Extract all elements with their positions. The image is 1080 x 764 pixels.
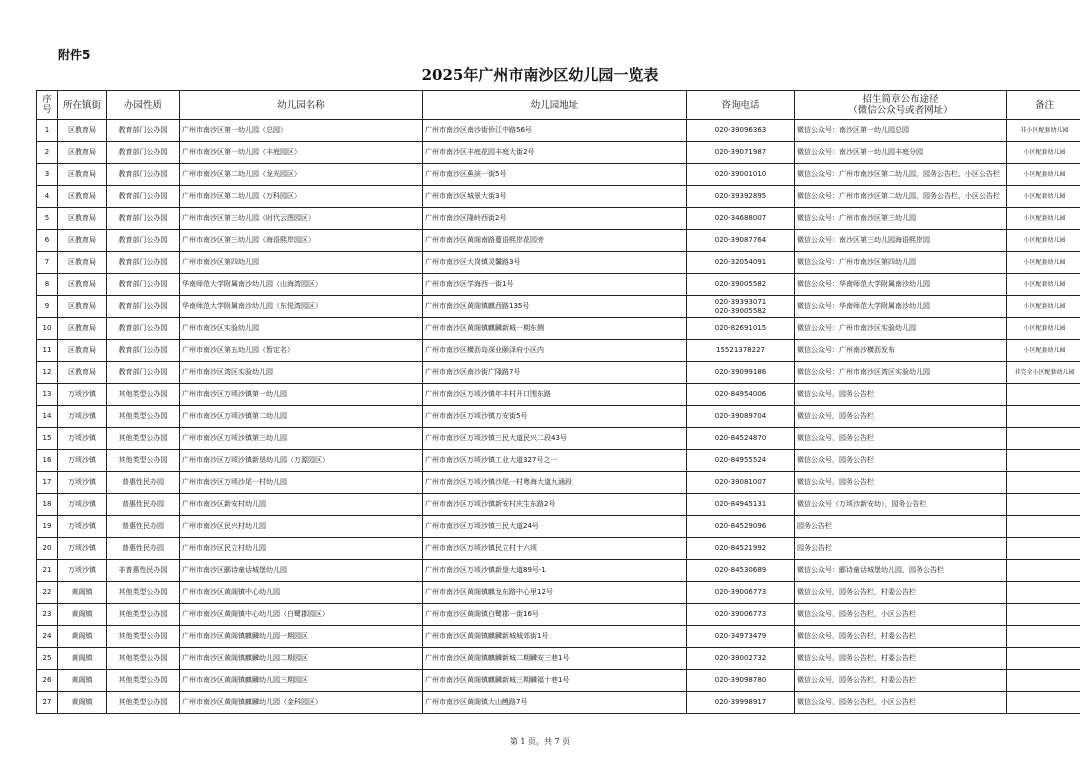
table-row — [37, 692, 1080, 714]
cell-address: 广州市南沙区黄阁镇麒西路135号 — [423, 296, 687, 318]
cell-channel: 微信公众号：华南师范大学附属南沙幼儿园 — [795, 296, 1007, 318]
cell-name: 广州市南沙区第五幼儿园（暂定名） — [180, 340, 423, 362]
cell-address: 广州市南沙区学海西一街1号 — [423, 274, 687, 296]
cell-nature: 教育部门公办园 — [107, 120, 180, 142]
header-channel-line1: 招生简章公布途径 — [862, 94, 939, 105]
cell-phone: 020-39098780 — [687, 670, 795, 692]
cell-channel: 微信公众号：南沙区第一幼儿园丰庭分园 — [795, 142, 1007, 164]
header-name: 幼儿园名称 — [180, 91, 423, 120]
cell-phone: 020-39392895 — [687, 186, 795, 208]
cell-address: 广州市南沙区万顷沙镇三民大道24号 — [423, 516, 687, 538]
cell-channel: 微信公众号：郦诗童话城堡幼儿园，园务公告栏 — [795, 560, 1007, 582]
cell-address: 广州市南沙区黄阁镇麒麟新城三期麟福十巷1号 — [423, 670, 687, 692]
cell-address: 广州市南沙区黄阁南路蔓语熙岸花园旁 — [423, 230, 687, 252]
cell-remark — [1007, 648, 1080, 670]
cell-remark — [1007, 538, 1080, 560]
cell-address: 广州市南沙区南沙街侨江中路56号 — [423, 120, 687, 142]
cell-address: 广州市南沙区万顷沙镇沙尾一村粤海大道九涌段 — [423, 472, 687, 494]
cell-name: 广州市南沙区实验幼儿园 — [180, 318, 423, 340]
cell-street: 区教育局 — [58, 318, 107, 340]
table-row — [37, 208, 1080, 230]
cell-street: 区教育局 — [58, 362, 107, 384]
cell-phone: 020-39081007 — [687, 472, 795, 494]
cell-remark: 非小区配套幼儿园 — [1007, 120, 1080, 142]
cell-name: 广州市南沙区第一幼儿园（总园） — [180, 120, 423, 142]
cell-address: 广州市南沙区黄阁镇麒麟新城二期麟安三巷1号 — [423, 648, 687, 670]
header-nature: 办园性质 — [107, 91, 180, 120]
table-row — [37, 274, 1080, 296]
cell-phone: 020-39393071 020-39005582 — [687, 296, 795, 318]
cell-phone: 020-39002732 — [687, 648, 795, 670]
cell-name: 广州市南沙区民兴村幼儿园 — [180, 516, 423, 538]
cell-name: 广州市南沙区第三幼儿园（时代云图园区） — [180, 208, 423, 230]
cell-nature: 教育部门公办园 — [107, 252, 180, 274]
cell-seq: 27 — [37, 692, 58, 714]
cell-seq: 2 — [37, 142, 58, 164]
cell-street: 区教育局 — [58, 164, 107, 186]
table-row — [37, 626, 1080, 648]
cell-street: 万顷沙镇 — [58, 494, 107, 516]
cell-seq: 13 — [37, 384, 58, 406]
table-row — [37, 186, 1080, 208]
cell-phone: 020-34688007 — [687, 208, 795, 230]
cell-seq: 5 — [37, 208, 58, 230]
cell-phone: 020-84954006 — [687, 384, 795, 406]
cell-name: 广州市南沙区黄阁镇中心幼儿园 — [180, 582, 423, 604]
cell-street: 万顷沙镇 — [58, 538, 107, 560]
table-row — [37, 582, 1080, 604]
cell-name: 广州市南沙区第二幼儿园（龙光园区） — [180, 164, 423, 186]
cell-channel: 微信公众号，园务公告栏，村委公告栏 — [795, 670, 1007, 692]
cell-channel: 微信公众号，园务公告栏，小区公告栏 — [795, 604, 1007, 626]
cell-seq: 7 — [37, 252, 58, 274]
page-footer: 第 1 页，共 7 页 — [509, 737, 571, 746]
table-row — [37, 384, 1080, 406]
cell-street: 黄阁镇 — [58, 648, 107, 670]
cell-phone: 020-39001010 — [687, 164, 795, 186]
cell-channel: 微信公众号：华南师范大学附属南沙幼儿园 — [795, 274, 1007, 296]
cell-street: 区教育局 — [58, 186, 107, 208]
cell-name: 广州市南沙区黄阁镇麒麟幼儿园三期园区 — [180, 670, 423, 692]
cell-address: 广州市南沙区万顷沙镇新安村庆生东路2号 — [423, 494, 687, 516]
cell-seq: 22 — [37, 582, 58, 604]
cell-remark: 小区配套幼儿园 — [1007, 230, 1080, 252]
cell-seq: 6 — [37, 230, 58, 252]
cell-street: 区教育局 — [58, 296, 107, 318]
cell-nature: 其他类型公办园 — [107, 604, 180, 626]
cell-remark — [1007, 472, 1080, 494]
kindergarten-table — [36, 90, 1080, 714]
cell-nature: 其他类型公办园 — [107, 670, 180, 692]
cell-name: 广州市南沙区第二幼儿园（万科园区） — [180, 186, 423, 208]
cell-phone: 020-32054091 — [687, 252, 795, 274]
cell-channel: 微信公众号，园务公告栏，小区公告栏 — [795, 692, 1007, 714]
cell-phone: 020-84945131 — [687, 494, 795, 516]
cell-address: 广州市南沙区横沥岛深业颐泽府小区内 — [423, 340, 687, 362]
cell-name: 广州市南沙区郦诗童话城堡幼儿园 — [180, 560, 423, 582]
cell-nature: 其他类型公办园 — [107, 428, 180, 450]
cell-name: 广州市南沙区万顷沙镇第二幼儿园 — [180, 406, 423, 428]
table-row — [37, 648, 1080, 670]
table-row — [37, 230, 1080, 252]
cell-street: 万顷沙镇 — [58, 516, 107, 538]
cell-remark: 非完全小区配套幼儿园 — [1007, 362, 1080, 384]
table-row — [37, 428, 1080, 450]
cell-address: 广州市南沙区万顷沙镇三民大道民兴二段43号 — [423, 428, 687, 450]
cell-seq: 19 — [37, 516, 58, 538]
cell-seq: 26 — [37, 670, 58, 692]
cell-name: 广州市南沙区第三幼儿园（海语熙岸园区） — [180, 230, 423, 252]
cell-channel: 微信公众号，园务公告栏，村委公告栏 — [795, 648, 1007, 670]
cell-name: 华南师范大学附属南沙幼儿园（东悦湾园区） — [180, 296, 423, 318]
table-row — [37, 538, 1080, 560]
table-row — [37, 296, 1080, 318]
cell-street: 区教育局 — [58, 252, 107, 274]
cell-remark: 小区配套幼儿园 — [1007, 186, 1080, 208]
table-row — [37, 164, 1080, 186]
table-row — [37, 318, 1080, 340]
cell-address: 广州市南沙区黄阁镇麒麟新城一期东侧 — [423, 318, 687, 340]
cell-phone: 020-39998917 — [687, 692, 795, 714]
cell-channel: 微信公众号：广州市南沙区第三幼儿园 — [795, 208, 1007, 230]
attachment-label: 附件5 — [58, 48, 91, 62]
cell-phone: 020-84529096 — [687, 516, 795, 538]
cell-phone: 020-39006773 — [687, 604, 795, 626]
cell-channel: 微信公众号：广州市南沙区第二幼儿园，园务公告栏，小区公告栏 — [795, 164, 1007, 186]
table-row — [37, 494, 1080, 516]
table-row — [37, 450, 1080, 472]
cell-nature: 教育部门公办园 — [107, 340, 180, 362]
cell-name: 广州市南沙区万顷沙镇新垦幼儿园（万源园区） — [180, 450, 423, 472]
header-street: 所在镇街 — [58, 91, 107, 120]
cell-name: 广州市南沙区民立村幼儿园 — [180, 538, 423, 560]
cell-nature: 其他类型公办园 — [107, 450, 180, 472]
cell-seq: 4 — [37, 186, 58, 208]
cell-nature: 教育部门公办园 — [107, 296, 180, 318]
cell-seq: 8 — [37, 274, 58, 296]
cell-channel: 园务公告栏 — [795, 538, 1007, 560]
cell-nature: 教育部门公办园 — [107, 230, 180, 252]
cell-phone: 020-39089704 — [687, 406, 795, 428]
cell-address: 广州市南沙区大岗镇灵馨路3号 — [423, 252, 687, 274]
cell-name: 广州市南沙区万顷沙镇第一幼儿园 — [180, 384, 423, 406]
cell-nature: 其他类型公办园 — [107, 384, 180, 406]
header-remark: 备注 — [1007, 91, 1080, 120]
cell-nature: 教育部门公办园 — [107, 318, 180, 340]
cell-street: 黄阁镇 — [58, 692, 107, 714]
cell-phone: 020-39096363 — [687, 120, 795, 142]
cell-nature: 普惠性民办园 — [107, 494, 180, 516]
cell-seq: 23 — [37, 604, 58, 626]
cell-address: 广州市南沙区万顷沙镇民立村十六顷 — [423, 538, 687, 560]
cell-street: 区教育局 — [58, 142, 107, 164]
table-body — [37, 120, 1080, 714]
cell-remark — [1007, 626, 1080, 648]
cell-channel: 微信公众号，园务公告栏 — [795, 428, 1007, 450]
cell-seq: 3 — [37, 164, 58, 186]
cell-remark: 小区配套幼儿园 — [1007, 252, 1080, 274]
cell-name: 广州市南沙区第四幼儿园 — [180, 252, 423, 274]
cell-nature: 其他类型公办园 — [107, 648, 180, 670]
cell-remark — [1007, 692, 1080, 714]
cell-remark — [1007, 582, 1080, 604]
cell-name: 广州市南沙区万顷沙尾一村幼儿园 — [180, 472, 423, 494]
cell-phone: 020-34973479 — [687, 626, 795, 648]
table-row — [37, 516, 1080, 538]
cell-name: 广州市南沙区黄阁镇中心幼儿园（白鹭郡园区） — [180, 604, 423, 626]
cell-channel: 微信公众号，园务公告栏，村委公告栏 — [795, 582, 1007, 604]
cell-seq: 9 — [37, 296, 58, 318]
cell-channel: 微信公众号，园务公告栏 — [795, 384, 1007, 406]
cell-street: 区教育局 — [58, 120, 107, 142]
cell-name: 广州市南沙区黄阁镇麒麟幼儿园（金科园区） — [180, 692, 423, 714]
cell-remark — [1007, 516, 1080, 538]
cell-channel: 微信公众号，园务公告栏 — [795, 472, 1007, 494]
cell-seq: 12 — [37, 362, 58, 384]
cell-street: 万顷沙镇 — [58, 560, 107, 582]
cell-channel: 微信公众号：南沙区第三幼儿园海语熙岸园 — [795, 230, 1007, 252]
cell-nature: 教育部门公办园 — [107, 142, 180, 164]
cell-seq: 25 — [37, 648, 58, 670]
table-row — [37, 604, 1080, 626]
cell-nature: 教育部门公办园 — [107, 362, 180, 384]
cell-nature: 其他类型公办园 — [107, 626, 180, 648]
cell-phone: 020-84530689 — [687, 560, 795, 582]
cell-phone: 020-39005582 — [687, 274, 795, 296]
table-row — [37, 120, 1080, 142]
cell-remark — [1007, 450, 1080, 472]
cell-nature: 教育部门公办园 — [107, 186, 180, 208]
cell-channel: 微信公众号：南沙区第一幼儿园总园 — [795, 120, 1007, 142]
table-row — [37, 670, 1080, 692]
cell-nature: 普惠性民办园 — [107, 516, 180, 538]
cell-nature: 普惠性民办园 — [107, 472, 180, 494]
cell-street: 区教育局 — [58, 274, 107, 296]
cell-channel: 微信公众号：广州市南沙区第二幼儿园，园务公告栏，小区公告栏 — [795, 186, 1007, 208]
cell-nature: 非普惠性民办园 — [107, 560, 180, 582]
cell-remark: 小区配套幼儿园 — [1007, 142, 1080, 164]
cell-seq: 15 — [37, 428, 58, 450]
cell-nature: 其他类型公办园 — [107, 406, 180, 428]
cell-name: 广州市南沙区新安村幼儿园 — [180, 494, 423, 516]
header-channel — [795, 91, 1007, 120]
cell-phone: 020-39099186 — [687, 362, 795, 384]
cell-phone: 15521378227 — [687, 340, 795, 362]
cell-nature: 教育部门公办园 — [107, 164, 180, 186]
cell-remark: 小区配套幼儿园 — [1007, 340, 1080, 362]
table-row — [37, 472, 1080, 494]
cell-nature: 其他类型公办园 — [107, 692, 180, 714]
cell-street: 区教育局 — [58, 208, 107, 230]
table-header-row — [37, 91, 1080, 120]
cell-address: 广州市南沙区黄阁镇麒龙东路中心里12号 — [423, 582, 687, 604]
cell-street: 黄阁镇 — [58, 604, 107, 626]
cell-remark: 小区配套幼儿园 — [1007, 208, 1080, 230]
cell-channel: 微信公众号：广州南沙横沥发布 — [795, 340, 1007, 362]
cell-address: 广州市南沙区万顷沙镇新垦大道89号-1 — [423, 560, 687, 582]
cell-name: 广州市南沙区黄阁镇麒麟幼儿园二期园区 — [180, 648, 423, 670]
cell-remark: 小区配套幼儿园 — [1007, 318, 1080, 340]
cell-channel: 微信公众号：广州市南沙区实验幼儿园 — [795, 318, 1007, 340]
cell-street: 万顷沙镇 — [58, 428, 107, 450]
cell-address: 广州市南沙区万顷沙镇年丰村开口围东路 — [423, 384, 687, 406]
cell-phone: 020-84524870 — [687, 428, 795, 450]
cell-remark: 小区配套幼儿园 — [1007, 164, 1080, 186]
cell-street: 黄阁镇 — [58, 626, 107, 648]
cell-remark — [1007, 494, 1080, 516]
cell-remark: 小区配套幼儿园 — [1007, 274, 1080, 296]
cell-name: 广州市南沙区湾区实验幼儿园 — [180, 362, 423, 384]
cell-seq: 14 — [37, 406, 58, 428]
cell-street: 万顷沙镇 — [58, 406, 107, 428]
cell-seq: 1 — [37, 120, 58, 142]
cell-phone: 020-39087764 — [687, 230, 795, 252]
cell-phone: 020-84521992 — [687, 538, 795, 560]
cell-street: 区教育局 — [58, 230, 107, 252]
cell-remark — [1007, 560, 1080, 582]
cell-phone: 020-84955524 — [687, 450, 795, 472]
cell-phone: 020-39006773 — [687, 582, 795, 604]
cell-seq: 10 — [37, 318, 58, 340]
cell-nature: 教育部门公办园 — [107, 208, 180, 230]
cell-phone: 020-39071987 — [687, 142, 795, 164]
cell-remark — [1007, 406, 1080, 428]
cell-name: 华南师范大学附属南沙幼儿园（山海湾园区） — [180, 274, 423, 296]
cell-seq: 16 — [37, 450, 58, 472]
cell-seq: 21 — [37, 560, 58, 582]
cell-address: 广州市南沙区丰庭花园丰庭大街2号 — [423, 142, 687, 164]
cell-address: 广州市南沙区黄阁镇麒麟新城城郊街1号 — [423, 626, 687, 648]
cell-remark — [1007, 604, 1080, 626]
cell-seq: 18 — [37, 494, 58, 516]
cell-name: 广州市南沙区黄阁镇麒麟幼儿园一期园区 — [180, 626, 423, 648]
cell-address: 广州市南沙区万顷沙镇万安街5号 — [423, 406, 687, 428]
cell-address: 广州市南沙区城景大街3号 — [423, 186, 687, 208]
cell-address: 广州市南沙区南沙街广隆路7号 — [423, 362, 687, 384]
cell-street: 黄阁镇 — [58, 670, 107, 692]
cell-seq: 20 — [37, 538, 58, 560]
cell-channel: 园务公告栏 — [795, 516, 1007, 538]
cell-seq: 17 — [37, 472, 58, 494]
table-row — [37, 406, 1080, 428]
cell-street: 黄阁镇 — [58, 582, 107, 604]
cell-nature: 教育部门公办园 — [107, 274, 180, 296]
cell-street: 万顷沙镇 — [58, 384, 107, 406]
cell-nature: 其他类型公办园 — [107, 582, 180, 604]
cell-address: 广州市南沙区万顷沙镇工业大道327号之一 — [423, 450, 687, 472]
header-address: 幼儿园地址 — [423, 91, 687, 120]
cell-remark — [1007, 384, 1080, 406]
cell-address: 广州市南沙区黄阁镇大山乸路7号 — [423, 692, 687, 714]
cell-name: 广州市南沙区第一幼儿园（丰庭园区） — [180, 142, 423, 164]
table-row — [37, 340, 1080, 362]
document-title: 2025年广州市南沙区幼儿园一览表 — [421, 66, 659, 84]
cell-channel: 微信公众号：广州市南沙区第四幼儿园 — [795, 252, 1007, 274]
cell-nature: 普惠性民办园 — [107, 538, 180, 560]
table-row — [37, 142, 1080, 164]
cell-address: 广州市南沙区蕉滨一街5号 — [423, 164, 687, 186]
cell-phone: 020-82691015 — [687, 318, 795, 340]
cell-seq: 11 — [37, 340, 58, 362]
header-seq: 序号 — [37, 91, 58, 120]
cell-channel: 微信公众号，园务公告栏，村委公告栏 — [795, 626, 1007, 648]
table-row — [37, 362, 1080, 384]
cell-channel: 微信公众号：广州市南沙区湾区实验幼儿园 — [795, 362, 1007, 384]
cell-channel: 微信公众号，园务公告栏 — [795, 450, 1007, 472]
cell-name: 广州市南沙区万顷沙镇第三幼儿园 — [180, 428, 423, 450]
cell-street: 万顷沙镇 — [58, 450, 107, 472]
cell-channel: 微信公众号（万顷沙新安幼），园务公告栏 — [795, 494, 1007, 516]
header-channel-line2: （微信公众号或者网址） — [848, 105, 953, 116]
header-phone: 咨询电话 — [687, 91, 795, 120]
cell-street: 区教育局 — [58, 340, 107, 362]
cell-street: 万顷沙镇 — [58, 472, 107, 494]
cell-address: 广州市南沙区隆岭西街2号 — [423, 208, 687, 230]
cell-channel: 微信公众号，园务公告栏 — [795, 406, 1007, 428]
table-row — [37, 560, 1080, 582]
cell-remark — [1007, 428, 1080, 450]
table-row — [37, 252, 1080, 274]
cell-remark — [1007, 670, 1080, 692]
cell-remark: 小区配套幼儿园 — [1007, 296, 1080, 318]
cell-seq: 24 — [37, 626, 58, 648]
cell-address: 广州市南沙区黄阁镇白鹭郡一街16号 — [423, 604, 687, 626]
